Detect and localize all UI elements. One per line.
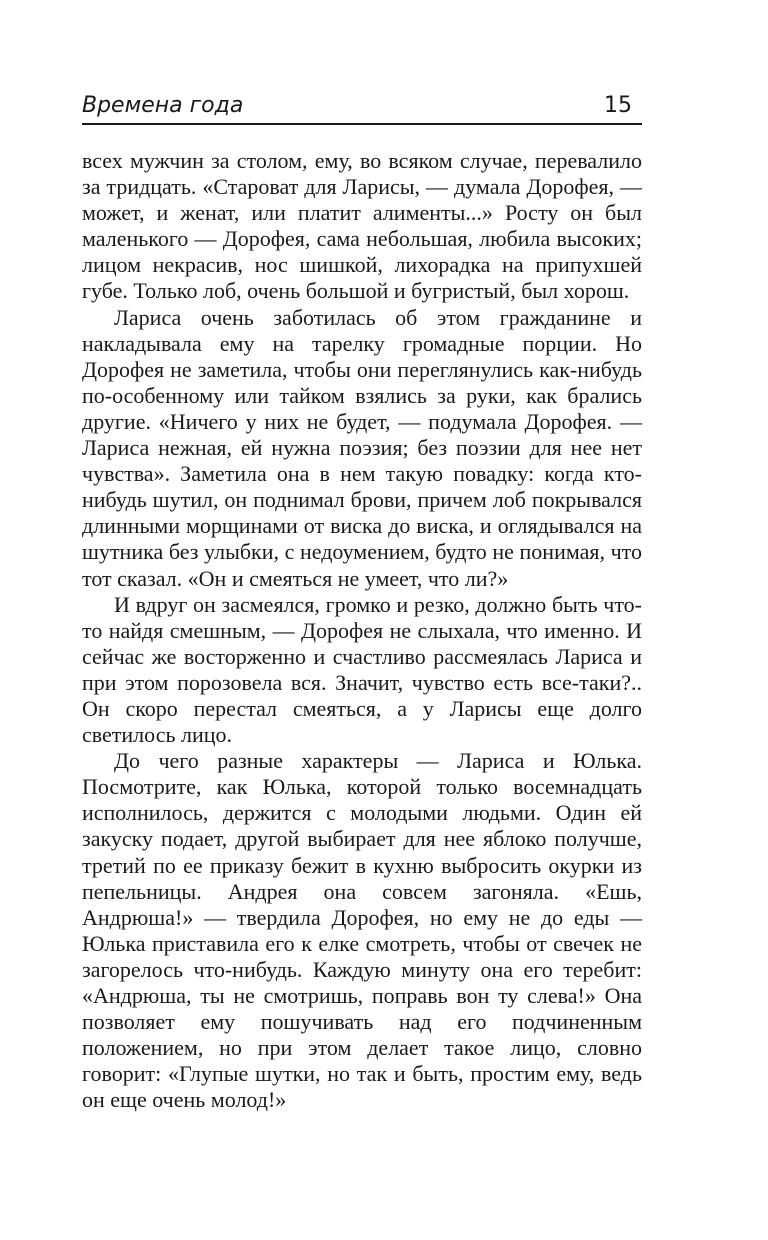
header-rule [82, 123, 642, 125]
running-title: Времена года [82, 93, 244, 118]
body-text [82, 148, 642, 1113]
paragraph-1: всех мужчин за столом, ему, во всяком случае, перевалило за тридцать. «Староват для Ларисы, — думала Дорофея, — может, и женат, или платит алименты...» Росту он был маленького — Дорофея, сама небольшая, любила высоких; лицом некрасив, нос шишкой, лихорадка на припухшей губе. Только лоб, очень большой и бугристый, был хорош. [82, 148, 642, 304]
page-number: 15 [604, 93, 632, 118]
running-head [82, 92, 642, 122]
paragraph-4: До чего разные характеры — Лариса и Юлька. Посмотрите, как Юлька, которой только восемнадцать исполнилось, держится с молодыми людьми. Один ей закуску подает, другой выбирает для нее яблоко получше, третий по ее приказу бежит в кухню выбросить окурки из пепельницы. Андрея она совсем загоняла. «Ешь, Андрюша!» — твердила Дорофея, но ему не до еды — Юлька приставила его к елке смотреть, чтобы от свечек не загорелось что-нибудь. Каждую минуту она его теребит: «Андрюша, ты не смотришь, поправь вон ту слева!» Она позволяет ему пошучивать над его подчиненным положением, но при этом делает такое лицо, словно говорит: «Глупые шутки, но так и быть, простим ему, ведь он еще очень молод!» [82, 748, 642, 1113]
paragraph-3: И вдруг он засмеялся, громко и резко, должно быть что-то найдя смешным, — Дорофея не слыхала, что именно. И сейчас же восторженно и счастливо рассмеялась Лариса и при этом порозовела вся. Значит, чувство есть все-таки?.. Он скоро перестал смеяться, а у Ларисы еще долго светилось лицо. [82, 591, 642, 748]
paragraph-2: Лариса очень заботилась об этом гражданине и накладывала ему на тарелку громадные порции. Но Дорофея не заметила, чтобы они переглянулись как-нибудь по-особенному или тайком взялись за руки, как брались другие. «Ничего у них не будет, — подумала Дорофея. — Лариса нежная, ей нужна поэзия; без поэзии для нее нет чувства». Заметила она в нем такую повадку: когда кто-нибудь шутил, он поднимал брови, причем лоб покрывался длинными морщинами от виска до виска, и оглядывался на шутника без улыбки, с недоумением, будто не понимая, что тот сказал. «Он и смеяться не умеет, что ли?» [82, 304, 642, 591]
